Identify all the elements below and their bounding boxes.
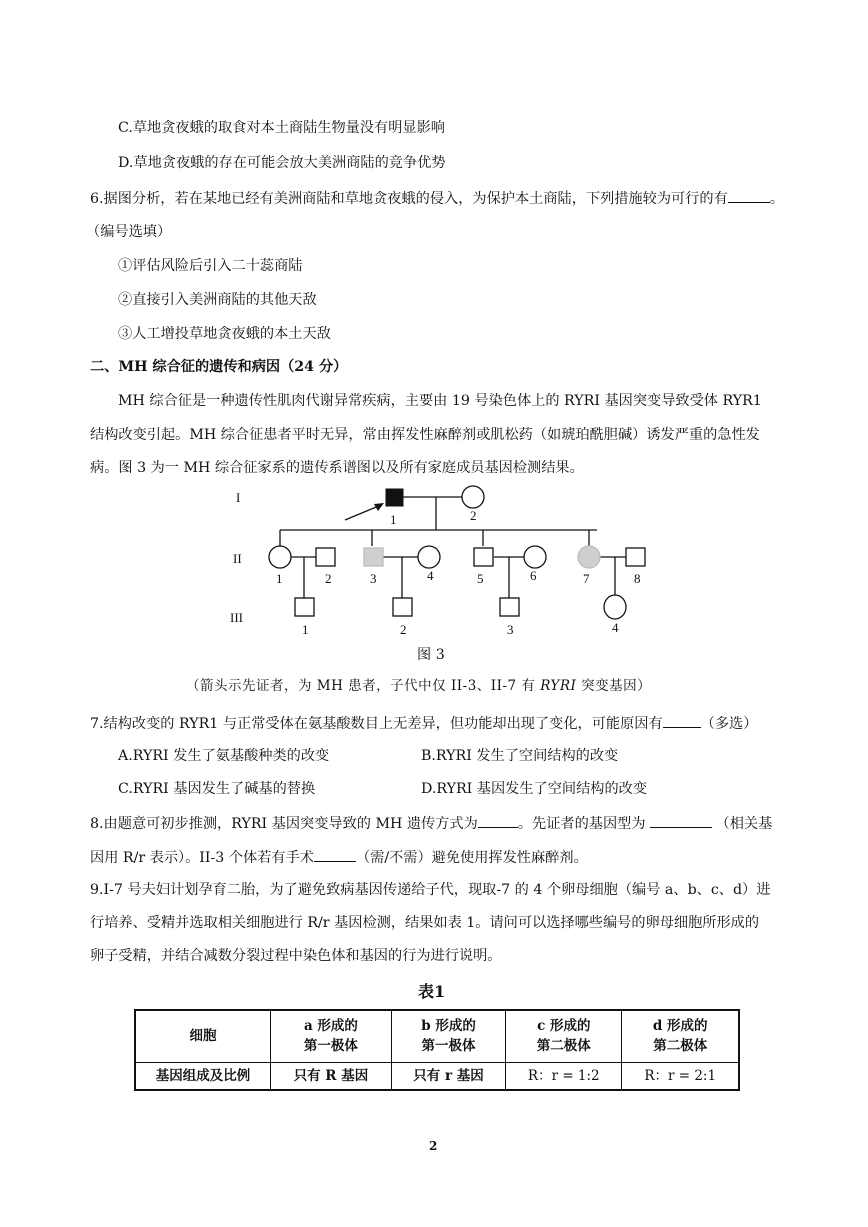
pedigree-number: 6 [530, 568, 537, 583]
answer-blank[interactable] [728, 188, 770, 203]
pedigree-II-4-female [418, 546, 440, 568]
question-8-line-2 [90, 847, 588, 868]
answer-blank[interactable] [663, 713, 701, 728]
table-header-cell: b 形成的 第一极体 [391, 1010, 505, 1062]
proband-arrow [345, 505, 381, 520]
pedigree-III-3-male [500, 598, 519, 616]
pedigree-III-1-male [295, 598, 314, 616]
question-9-line-3: 卵子受精，并结合减数分裂过程中染色体和基因的行为进行说明。 [90, 948, 502, 964]
pedigree-II-5-male [474, 548, 493, 566]
question-8-line-1 [90, 813, 772, 834]
pedigree-II-6-female [524, 546, 546, 568]
measure-1: ①评估风险后引入二十蕊商陆 [118, 258, 303, 274]
generation-label-II: II [233, 551, 242, 566]
answer-blank[interactable] [650, 813, 712, 828]
q8-text-1: 8.由题意可初步推测，RYRI 基因突变导致的 MH 遗传方式为 [90, 816, 478, 832]
generation-label-III: III [230, 610, 243, 625]
measure-3: ③人工增投草地贪夜蛾的本土天敌 [118, 326, 331, 342]
page-number: 2 [429, 1139, 438, 1153]
table-header-cell: d 形成的 第二极体 [622, 1010, 739, 1062]
pedigree-number: 1 [276, 571, 283, 586]
pedigree-number: 3 [370, 571, 377, 586]
measure-2: ②直接引入美洲商陆的其他天敌 [118, 292, 317, 308]
pedigree-number: 1 [302, 622, 309, 637]
question-6-note: （编号选填） [86, 224, 172, 240]
pedigree-number: 2 [470, 508, 477, 523]
option-c-text: C.草地贪夜蛾的取食对本土商陆生物量没有明显影响 [118, 120, 445, 136]
q8-text-2: 。先证者的基因型为 [517, 816, 646, 832]
section-heading: 二、MH 综合征的遗传和病因（24 分） [90, 359, 348, 375]
pedigree-II-3-carrier-male [364, 548, 383, 566]
data-table [134, 1009, 740, 1091]
question-9-line-1: 9.I-7 号夫妇计划孕育二胎，为了避免致病基因传递给子代，现取-7 的 4 个卵母细胞（编号 a、b、c、d）进 [90, 882, 771, 898]
pedigree-number: 5 [477, 571, 484, 586]
paragraph-line-1: MH 综合征是一种遗传性肌肉代谢异常疾病，主要由 19 号染色体上的 RYRI 基因突变导致受体 RYR1 [118, 393, 762, 409]
table-header-cell: c 形成的 第二极体 [506, 1010, 622, 1062]
pedigree-number: 4 [612, 620, 619, 635]
q7-option-c: C.RYRI 基因发生了碱基的替换 [118, 781, 316, 797]
answer-blank[interactable] [478, 813, 518, 828]
option-d-text: D.草地贪夜蛾的存在可能会放大美洲商陆的竞争优势 [118, 155, 446, 171]
table-header-cell: 细胞 [135, 1010, 271, 1062]
question-6: 6.据图分析，若在某地已经有美洲商陆和草地贪夜蛾的侵入，为保护本土商陆，下列措施较为可行的有 。 [90, 188, 784, 209]
pedigree-I-2-female [462, 486, 484, 508]
generation-label-I: I [236, 490, 241, 505]
table-cell: R：r = 1:2 [506, 1062, 622, 1090]
pedigree-II-8-male [626, 548, 645, 566]
pedigree-II-1-female [269, 546, 291, 568]
q8-text-4: 因用 R/r 表示）。II-3 个体若有手术 [90, 850, 314, 866]
table-cell: R：r = 2:1 [622, 1062, 739, 1090]
q7-option-d: D.RYRI 基因发生了空间结构的改变 [421, 781, 648, 797]
figure-title: 图 3 [417, 647, 445, 663]
q8-text-5: （需/不需）避免使用挥发性麻醉剂。 [355, 850, 588, 866]
pedigree-diagram [0, 475, 868, 645]
q7-option-a: A.RYRI 发生了氨基酸种类的改变 [118, 748, 330, 764]
pedigree-number: 7 [583, 571, 590, 586]
table-header-cell: a 形成的 第一极体 [271, 1010, 392, 1062]
q8-text-3: （相关基 [715, 816, 773, 832]
pedigree-II-7-carrier-female [578, 546, 600, 568]
caption-text: （箭头示先证者，为 MH 患者，子代中仅 II-3、II-7 有 [186, 678, 541, 694]
caption-gene: RYRI [540, 678, 577, 694]
pedigree-number: 3 [507, 622, 514, 637]
answer-blank[interactable] [314, 847, 356, 862]
pedigree-number: 8 [634, 571, 641, 586]
table-header-row [135, 1010, 739, 1062]
paragraph-line-3: 病。图 3 为一 MH 综合征家系的遗传系谱图以及所有家庭成员基因检测结果。 [90, 460, 584, 476]
table-cell: 只有 R 基因 [271, 1062, 392, 1090]
pedigree-III-4-female [604, 595, 626, 619]
table-row [135, 1062, 739, 1090]
pedigree-II-2-male [316, 548, 335, 566]
pedigree-number: 1 [390, 512, 397, 527]
q7-option-b: B.RYRI 发生了空间结构的改变 [421, 748, 619, 764]
table-cell: 只有 r 基因 [391, 1062, 505, 1090]
question-7-text: 7.结构改变的 RYR1 与正常受体在氨基酸数目上无差异，但功能却出现了变化，可能原因有 [90, 716, 663, 732]
question-7 [90, 713, 757, 734]
table-title: 表1 [418, 982, 446, 1001]
table-cell: 基因组成及比例 [135, 1062, 271, 1090]
pedigree-number: 2 [400, 622, 407, 637]
paragraph-line-2: 结构改变引起。MH 综合征患者平时无异，常由挥发性麻醉剂或肌松药（如琥珀酰胆碱）诱发严重的急性发 [90, 427, 760, 443]
figure-caption [186, 676, 651, 696]
pedigree-number: 4 [427, 568, 434, 583]
question-6-text: 6.据图分析，若在某地已经有美洲商陆和草地贪夜蛾的侵入，为保护本土商陆，下列措施较为可行的有 [90, 191, 728, 207]
pedigree-III-2-male [393, 598, 412, 616]
pedigree-number: 2 [325, 571, 332, 586]
caption-text-end: 突变基因） [576, 678, 652, 694]
question-7-tail: （多选） [700, 716, 758, 732]
pedigree-I-1-affected-male [386, 489, 403, 506]
question-9-line-2: 行培养、受精并选取相关细胞进行 R/r 基因检测，结果如表 1。请问可以选择哪些编号的卵母细胞所形成的 [90, 915, 760, 931]
